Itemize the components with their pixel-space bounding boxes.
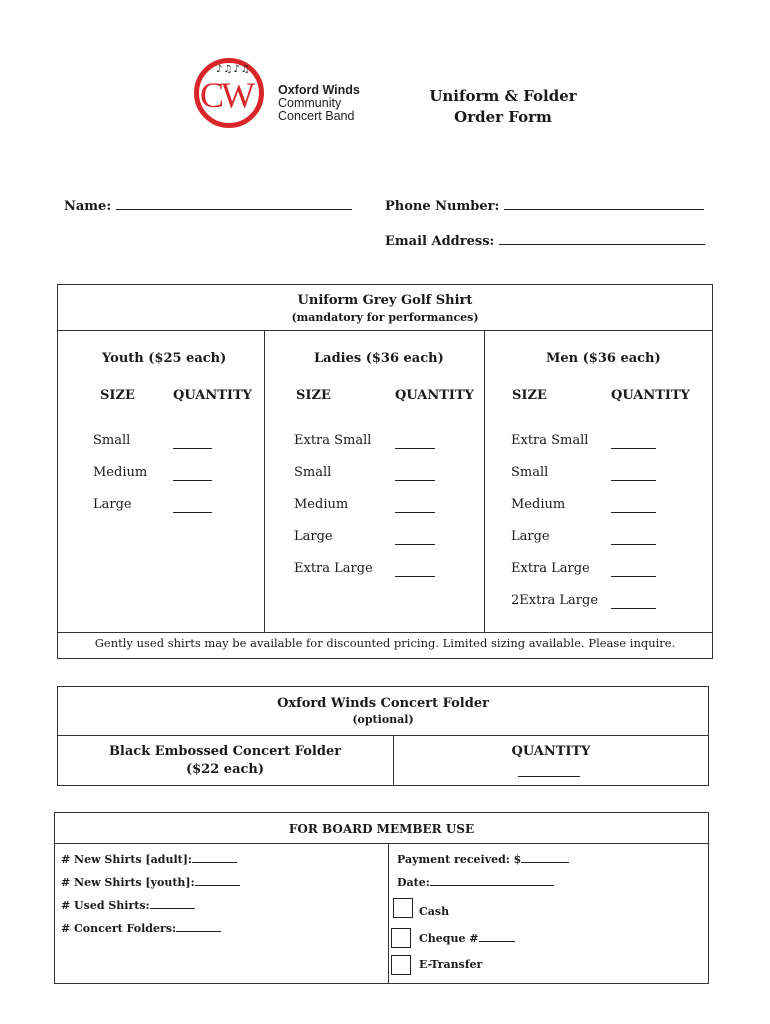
folder-quantity-header: QUANTITY — [511, 744, 591, 759]
folder-title: Oxford Winds Concert Folder — [277, 696, 489, 711]
name-field[interactable] — [64, 199, 352, 214]
folder-quantity-line[interactable] — [518, 776, 580, 777]
quantity-line[interactable] — [173, 448, 212, 449]
divider — [264, 330, 265, 632]
name-label: Name: — [64, 199, 112, 214]
size-label: Small — [294, 465, 332, 480]
quantity-line[interactable] — [395, 512, 435, 513]
quantity-header: QUANTITY — [173, 388, 252, 403]
quantity-line[interactable] — [173, 480, 212, 481]
size-label: 2Extra Large — [511, 593, 599, 608]
folder-item-name: Black Embossed Concert Folder — [108, 744, 342, 759]
form-title — [400, 86, 606, 128]
used-shirts-field[interactable] — [61, 899, 195, 912]
size-label: Large — [294, 529, 333, 544]
size-label: Extra Small — [511, 433, 589, 448]
men-heading: Men ($36 each) — [546, 351, 661, 366]
etransfer-checkbox[interactable] — [391, 955, 411, 975]
quantity-line[interactable] — [395, 448, 435, 449]
form-title-line-1: Uniform & Folder — [429, 87, 577, 105]
phone-label: Phone Number: — [385, 199, 500, 214]
logo-letters: CW — [200, 75, 252, 115]
divider — [57, 632, 713, 633]
new-shirts-adult-label: # New Shirts [adult]: — [61, 853, 192, 866]
band-logo — [194, 58, 364, 134]
music-notes-icon: ♪♫♪♫ — [216, 64, 251, 75]
form-title-line-2: Order Form — [454, 108, 552, 126]
name-input-line[interactable] — [116, 209, 352, 210]
quantity-line[interactable] — [173, 512, 212, 513]
logo-line-3: Concert Band — [278, 109, 355, 123]
date-label: Date: — [397, 876, 430, 889]
input-line[interactable] — [192, 862, 237, 863]
etransfer-label: E-Transfer — [419, 958, 483, 971]
folder-subtitle: (optional) — [352, 713, 414, 726]
quantity-header: QUANTITY — [611, 388, 690, 403]
cash-label: Cash — [419, 905, 450, 918]
used-shirts-label: # Used Shirts: — [61, 899, 150, 912]
logo-line-2: Community — [278, 96, 342, 110]
input-line[interactable] — [521, 862, 569, 863]
new-shirts-youth-label: # New Shirts [youth]: — [61, 876, 195, 889]
quantity-line[interactable] — [395, 576, 435, 577]
shirt-note: Gently used shirts may be available for discounted pricing. Limited sizing available. Please inquire. — [94, 636, 676, 650]
concert-folders-label: # Concert Folders: — [61, 922, 177, 935]
input-line[interactable] — [150, 908, 195, 909]
divider — [54, 843, 709, 844]
new-shirts-youth-field[interactable] — [61, 876, 240, 889]
cheque-label: Cheque # — [419, 932, 479, 945]
quantity-line[interactable] — [611, 480, 656, 481]
phone-field[interactable] — [385, 199, 704, 214]
shirt-order-table — [57, 284, 713, 659]
input-line[interactable] — [195, 885, 240, 886]
quantity-line[interactable] — [611, 512, 656, 513]
quantity-line[interactable] — [395, 480, 435, 481]
size-label: Large — [93, 497, 132, 512]
quantity-header: QUANTITY — [395, 388, 474, 403]
quantity-line[interactable] — [611, 448, 656, 449]
size-label: Medium — [294, 497, 349, 512]
input-line[interactable] — [479, 941, 515, 942]
youth-heading: Youth ($25 each) — [102, 351, 227, 366]
size-label: Large — [511, 529, 550, 544]
date-field[interactable] — [397, 876, 554, 889]
input-line[interactable] — [430, 885, 554, 886]
size-label: Medium — [93, 465, 148, 480]
email-input-line[interactable] — [499, 244, 705, 245]
size-header: SIZE — [296, 388, 331, 403]
divider — [484, 330, 485, 632]
size-label: Medium — [511, 497, 566, 512]
cash-checkbox[interactable] — [393, 898, 413, 918]
logo-line-1: Oxford Winds — [278, 83, 360, 97]
ladies-heading: Ladies ($36 each) — [314, 351, 444, 366]
shirt-title: Uniform Grey Golf Shirt — [297, 293, 473, 308]
divider — [388, 843, 389, 984]
board-title: FOR BOARD MEMBER USE — [288, 822, 475, 836]
size-label: Extra Small — [294, 433, 372, 448]
size-label: Extra Large — [294, 561, 373, 576]
email-label: Email Address: — [385, 234, 495, 249]
cheque-field[interactable] — [419, 932, 515, 945]
payment-received-field[interactable] — [397, 853, 569, 866]
quantity-line[interactable] — [611, 544, 656, 545]
cheque-checkbox[interactable] — [391, 928, 411, 948]
phone-input-line[interactable] — [504, 209, 704, 210]
size-label: Extra Large — [511, 561, 590, 576]
divider — [57, 735, 709, 736]
quantity-line[interactable] — [611, 576, 656, 577]
size-header: SIZE — [512, 388, 547, 403]
divider — [57, 330, 713, 331]
shirt-subtitle: (mandatory for performances) — [291, 311, 479, 324]
folder-item-price: ($22 each) — [185, 762, 265, 777]
concert-folders-field[interactable] — [61, 922, 221, 935]
size-label: Small — [511, 465, 549, 480]
size-label: Small — [93, 433, 131, 448]
divider — [393, 735, 394, 786]
quantity-line[interactable] — [611, 608, 656, 609]
size-header: SIZE — [100, 388, 135, 403]
new-shirts-adult-field[interactable] — [61, 853, 237, 866]
email-field[interactable] — [385, 234, 705, 249]
input-line[interactable] — [176, 931, 221, 932]
board-use-table — [54, 812, 709, 984]
quantity-line[interactable] — [395, 544, 435, 545]
payment-received-label: Payment received: $ — [397, 853, 522, 866]
